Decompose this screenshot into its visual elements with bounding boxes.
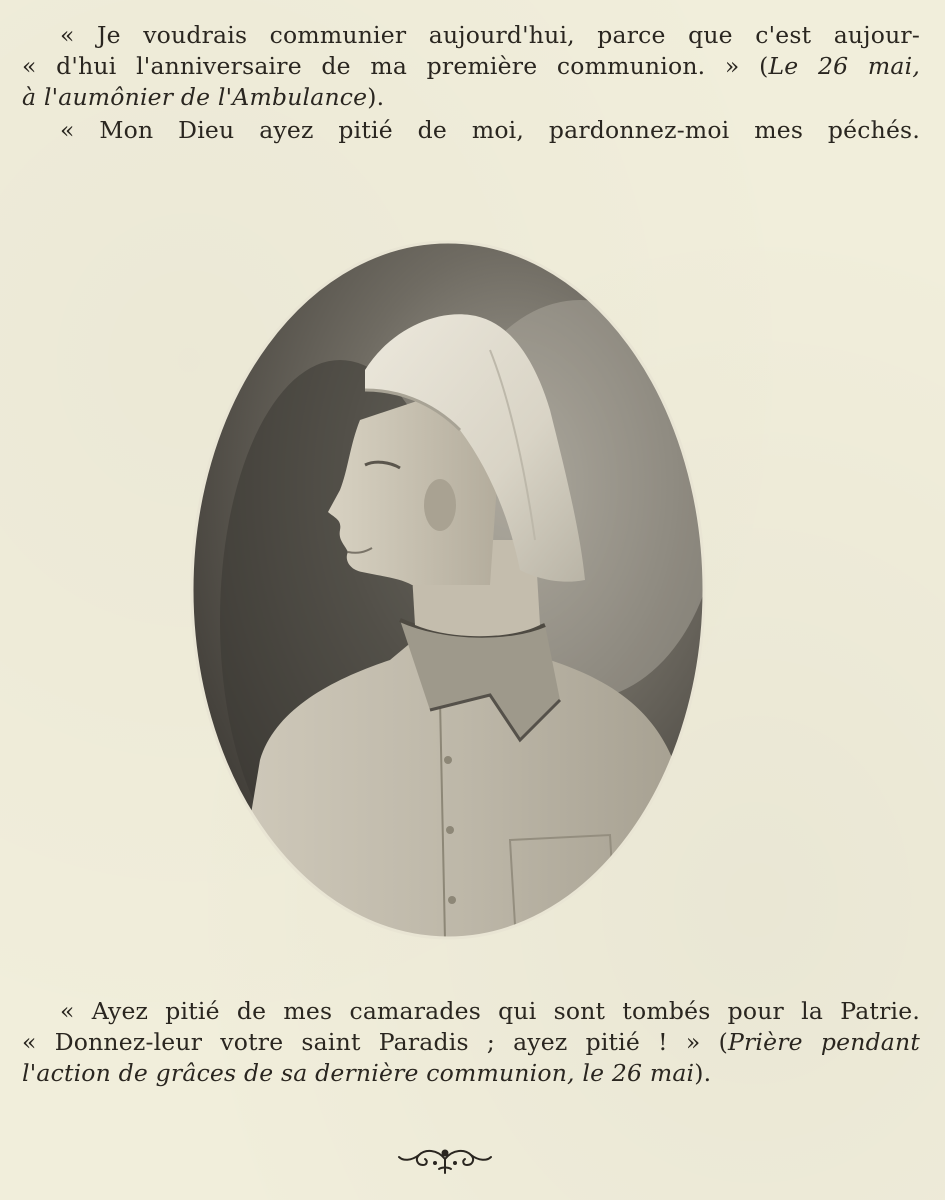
fleuron-ornament-icon	[395, 1141, 495, 1177]
soldier-portrait-icon	[190, 240, 706, 940]
quote-prayer-forgiveness	[22, 115, 920, 146]
quote-3-caption: Prière pendant	[727, 1028, 920, 1056]
quote-3-line-2: « Donnez-leur votre saint Paradis ; ayez pitié ! » (Prière pendant	[22, 1028, 920, 1056]
quote-3-line-1: « Ayez pitié de mes camarades qui sont tombés pour la Patrie.	[60, 997, 920, 1025]
quote-3-caption-end: l'action de grâces de sa dernière communion, le 26 mai	[22, 1059, 695, 1087]
quote-1-line-1: « Je voudrais communier aujourd'hui, parce que c'est aujour-	[60, 21, 920, 49]
quote-1-date: Le 26 mai,	[768, 52, 920, 80]
quote-1-line-2: « d'hui l'anniversaire de ma première communion. » (Le 26 mai,	[22, 52, 920, 80]
quote-communion-anniversary	[22, 20, 920, 113]
quote-3-line-3: l'action de grâces de sa dernière communion, le 26 mai).	[22, 1059, 712, 1087]
portrait-photo	[190, 240, 706, 940]
quote-2-line-1: « Mon Dieu ayez pitié de moi, pardonnez-moi mes péchés.	[60, 116, 920, 144]
quote-prayer-comrades	[22, 996, 920, 1089]
quote-1-line-3: à l'aumônier de l'Ambulance).	[22, 83, 385, 111]
quote-1-recipient: à l'aumônier de l'Ambulance	[22, 83, 368, 111]
